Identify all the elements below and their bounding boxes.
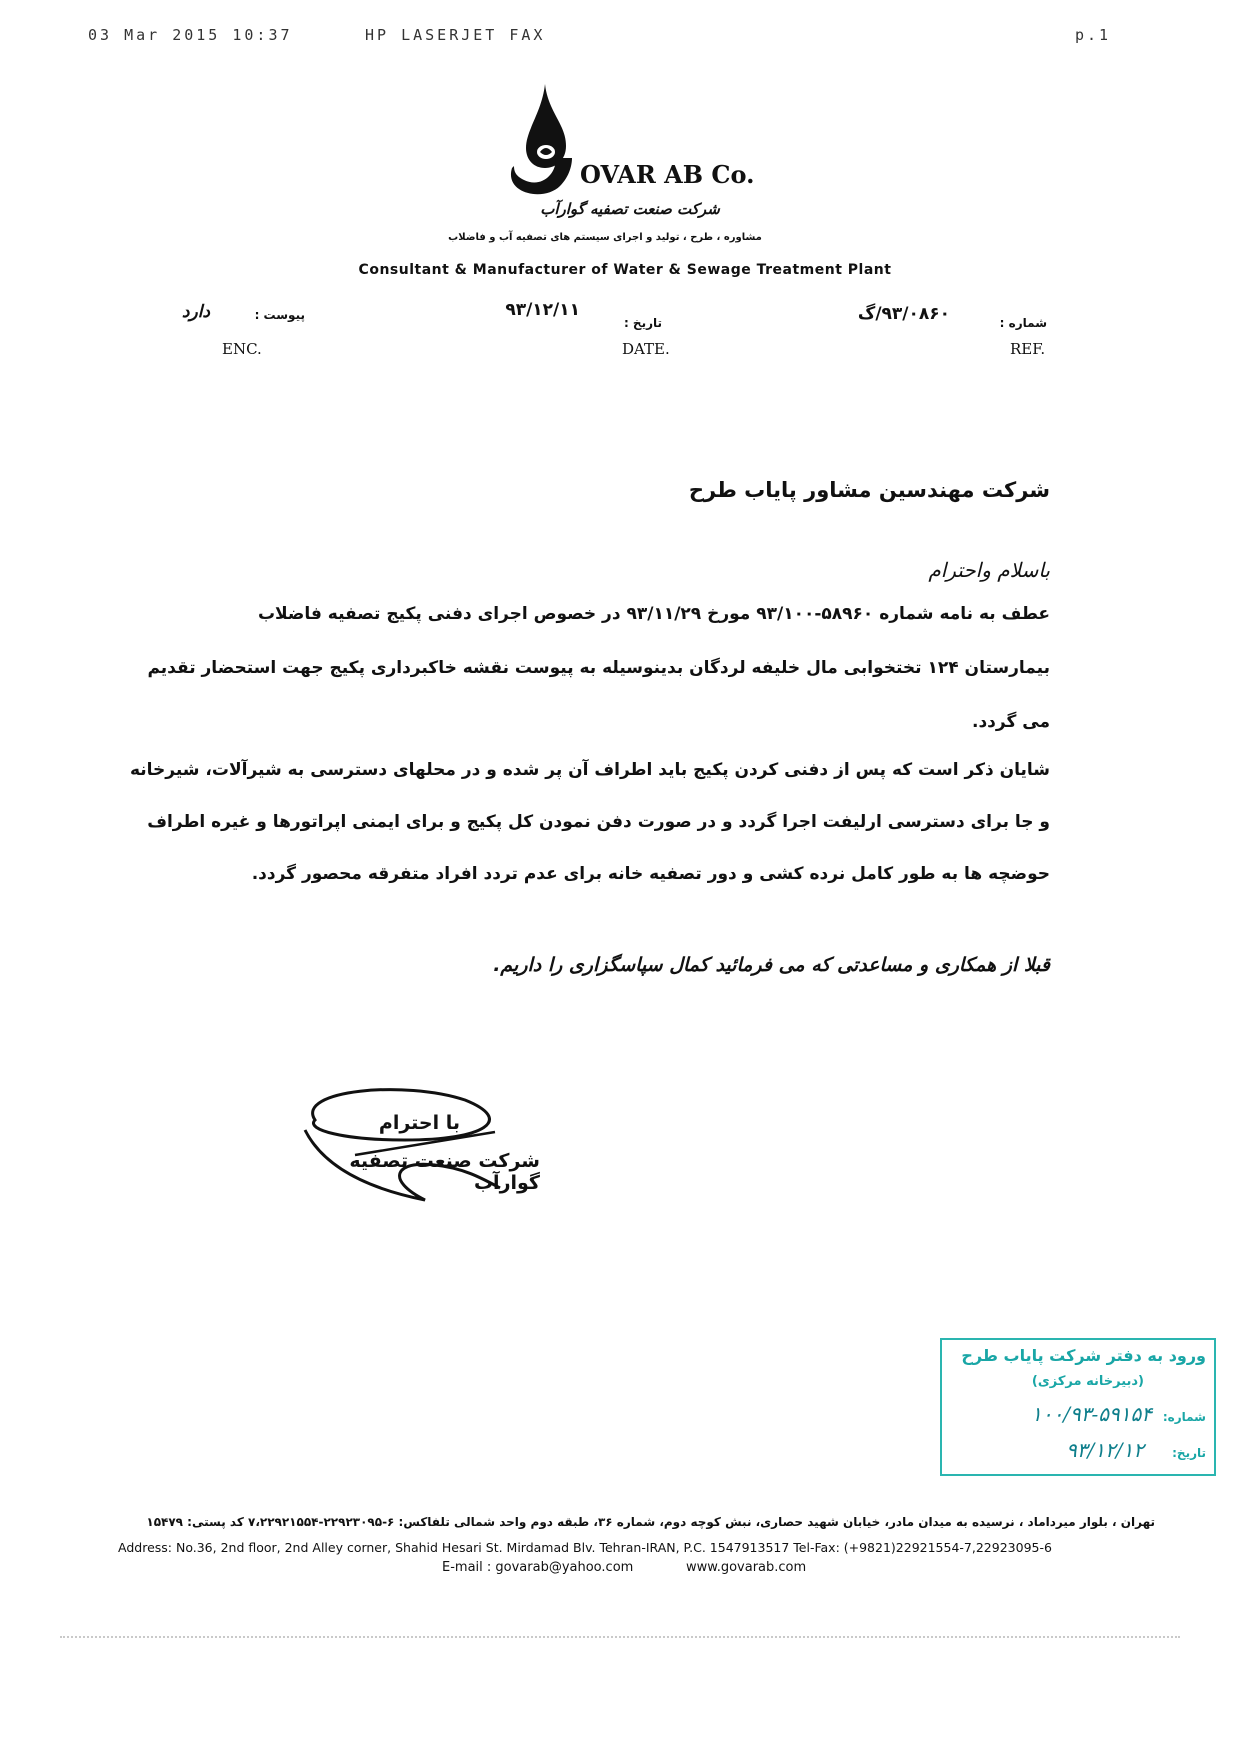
received-stamp [940,1338,1216,1476]
paragraph-1-line-1: عطف به نامه شماره ۵۸۹۶۰-۹۳/۱۰۰ مورخ ۹۳/۱۱/۲۹ در خصوص اجرای دفنی پکیج تصفیه فاضلاب [257,604,1050,624]
ref-label-en: REF. [1010,340,1046,358]
company-name-en: OVAR AB Co. [580,160,755,189]
recipient: شرکت مهندسین مشاور پایاب طرح [688,478,1050,502]
company-services-fa: مشاوره ، طرح ، تولید و اجرای سیستم های تصفیه آب و فاضلاب [448,232,762,243]
footer-email: E-mail : govarab@yahoo.com [442,1560,634,1575]
date-label-fa: تاریخ : [623,316,662,330]
stamp-number-label: شماره: [1162,1410,1206,1424]
enc-label-fa: پیوست : [254,308,305,322]
paragraph-2-line-3: حوضچه ها به طور کامل نرده کشی و دور تصفیه خانه برای عدم تردد افراد متفرقه محصور گردد. [251,864,1050,884]
enc-value: دارد [181,302,210,322]
paragraph-2-line-1: شایان ذکر است که پس از دفنی کردن پکیج باید اطراف آن پر شده و در محلهای دسترسی به شیرآلات، شیرخانه [129,760,1050,780]
scan-noise-line [60,1636,1180,1638]
water-drop-g-logo-icon [500,82,590,200]
fax-page: p.1 [1075,26,1112,44]
signature-company: شرکت صنعت تصفیه گوارآب [349,1150,540,1194]
footer-address-en: Address: No.36, 2nd floor, 2nd Alley corner, Shahid Hesari St. Mirdamad Blv. Tehran-IRAN, P.C. 1547913517 Tel-Fax: (+9821)22921554-7,22923095-6 [118,1540,1052,1555]
paragraph-2-line-2: و جا برای دسترسی ارلیفت اجرا گردد و در صورت دفن نمودن کل پکیج و برای ایمنی اپراتورها و غیره اطراف [147,812,1050,832]
stamp-number-value: ۱۰۰/۹۳-۵۹۱۵۴ [1031,1402,1152,1426]
ref-value: ۹۳/۰۸۶۰/گ [857,304,950,324]
enc-label-en: ENC. [222,340,262,358]
paragraph-1-line-3: می گردد. [971,712,1050,732]
signature-regards: با احترام [378,1112,460,1134]
stamp-title: ورود به دفتر شرکت پایاب طرح [961,1346,1206,1365]
stamp-subtitle: (دبیرخانه مرکزی) [1031,1374,1144,1389]
ref-label-fa: شماره : [999,316,1047,330]
fax-device: HP LASERJET FAX [365,26,546,44]
paragraph-1-line-2: بیمارستان ۱۲۴ تختخوابی مال خلیفه لردگان بدینوسیله به پیوست نقشه خاکبرداری پکیج جهت استحضار تقدیم [147,658,1050,678]
handwritten-signature [285,1070,525,1219]
company-name-fa: شرکت صنعت تصفیه گوارآب [540,200,720,218]
company-tagline-en: Consultant & Manufacturer of Water & Sewage Treatment Plant [358,262,892,278]
closing-line: قبلا از همکاری و مساعدتی که می فرمائید کمال سپاسگزاری را داریم. [493,954,1050,976]
stamp-date-value: ۹۳/۱۲/۱۲ [1066,1438,1144,1462]
date-label-en: DATE. [622,340,670,358]
footer-address-fa: تهران ، بلوار میرداماد ، نرسیده به میدان مادر، خیابان شهید حصاری، نبش کوچه دوم، شماره ۳۶، طبقه دوم واحد شمالی تلفاکس: ۶-۲۲۹۲۳۰۹۵-۷،۲۲۹۲۱۵۵۴ کد پستی: ۱۵۴۷۹ [146,1515,1155,1529]
stamp-date-label: تاریخ: [1172,1446,1206,1460]
company-logo [500,82,590,204]
footer-website: www.govarab.com [686,1560,807,1575]
fax-datetime: 03 Mar 2015 10:37 [88,26,293,44]
date-value: ۹۳/۱۲/۱۱ [505,300,580,320]
greeting: باسلام واحترام [928,558,1050,582]
